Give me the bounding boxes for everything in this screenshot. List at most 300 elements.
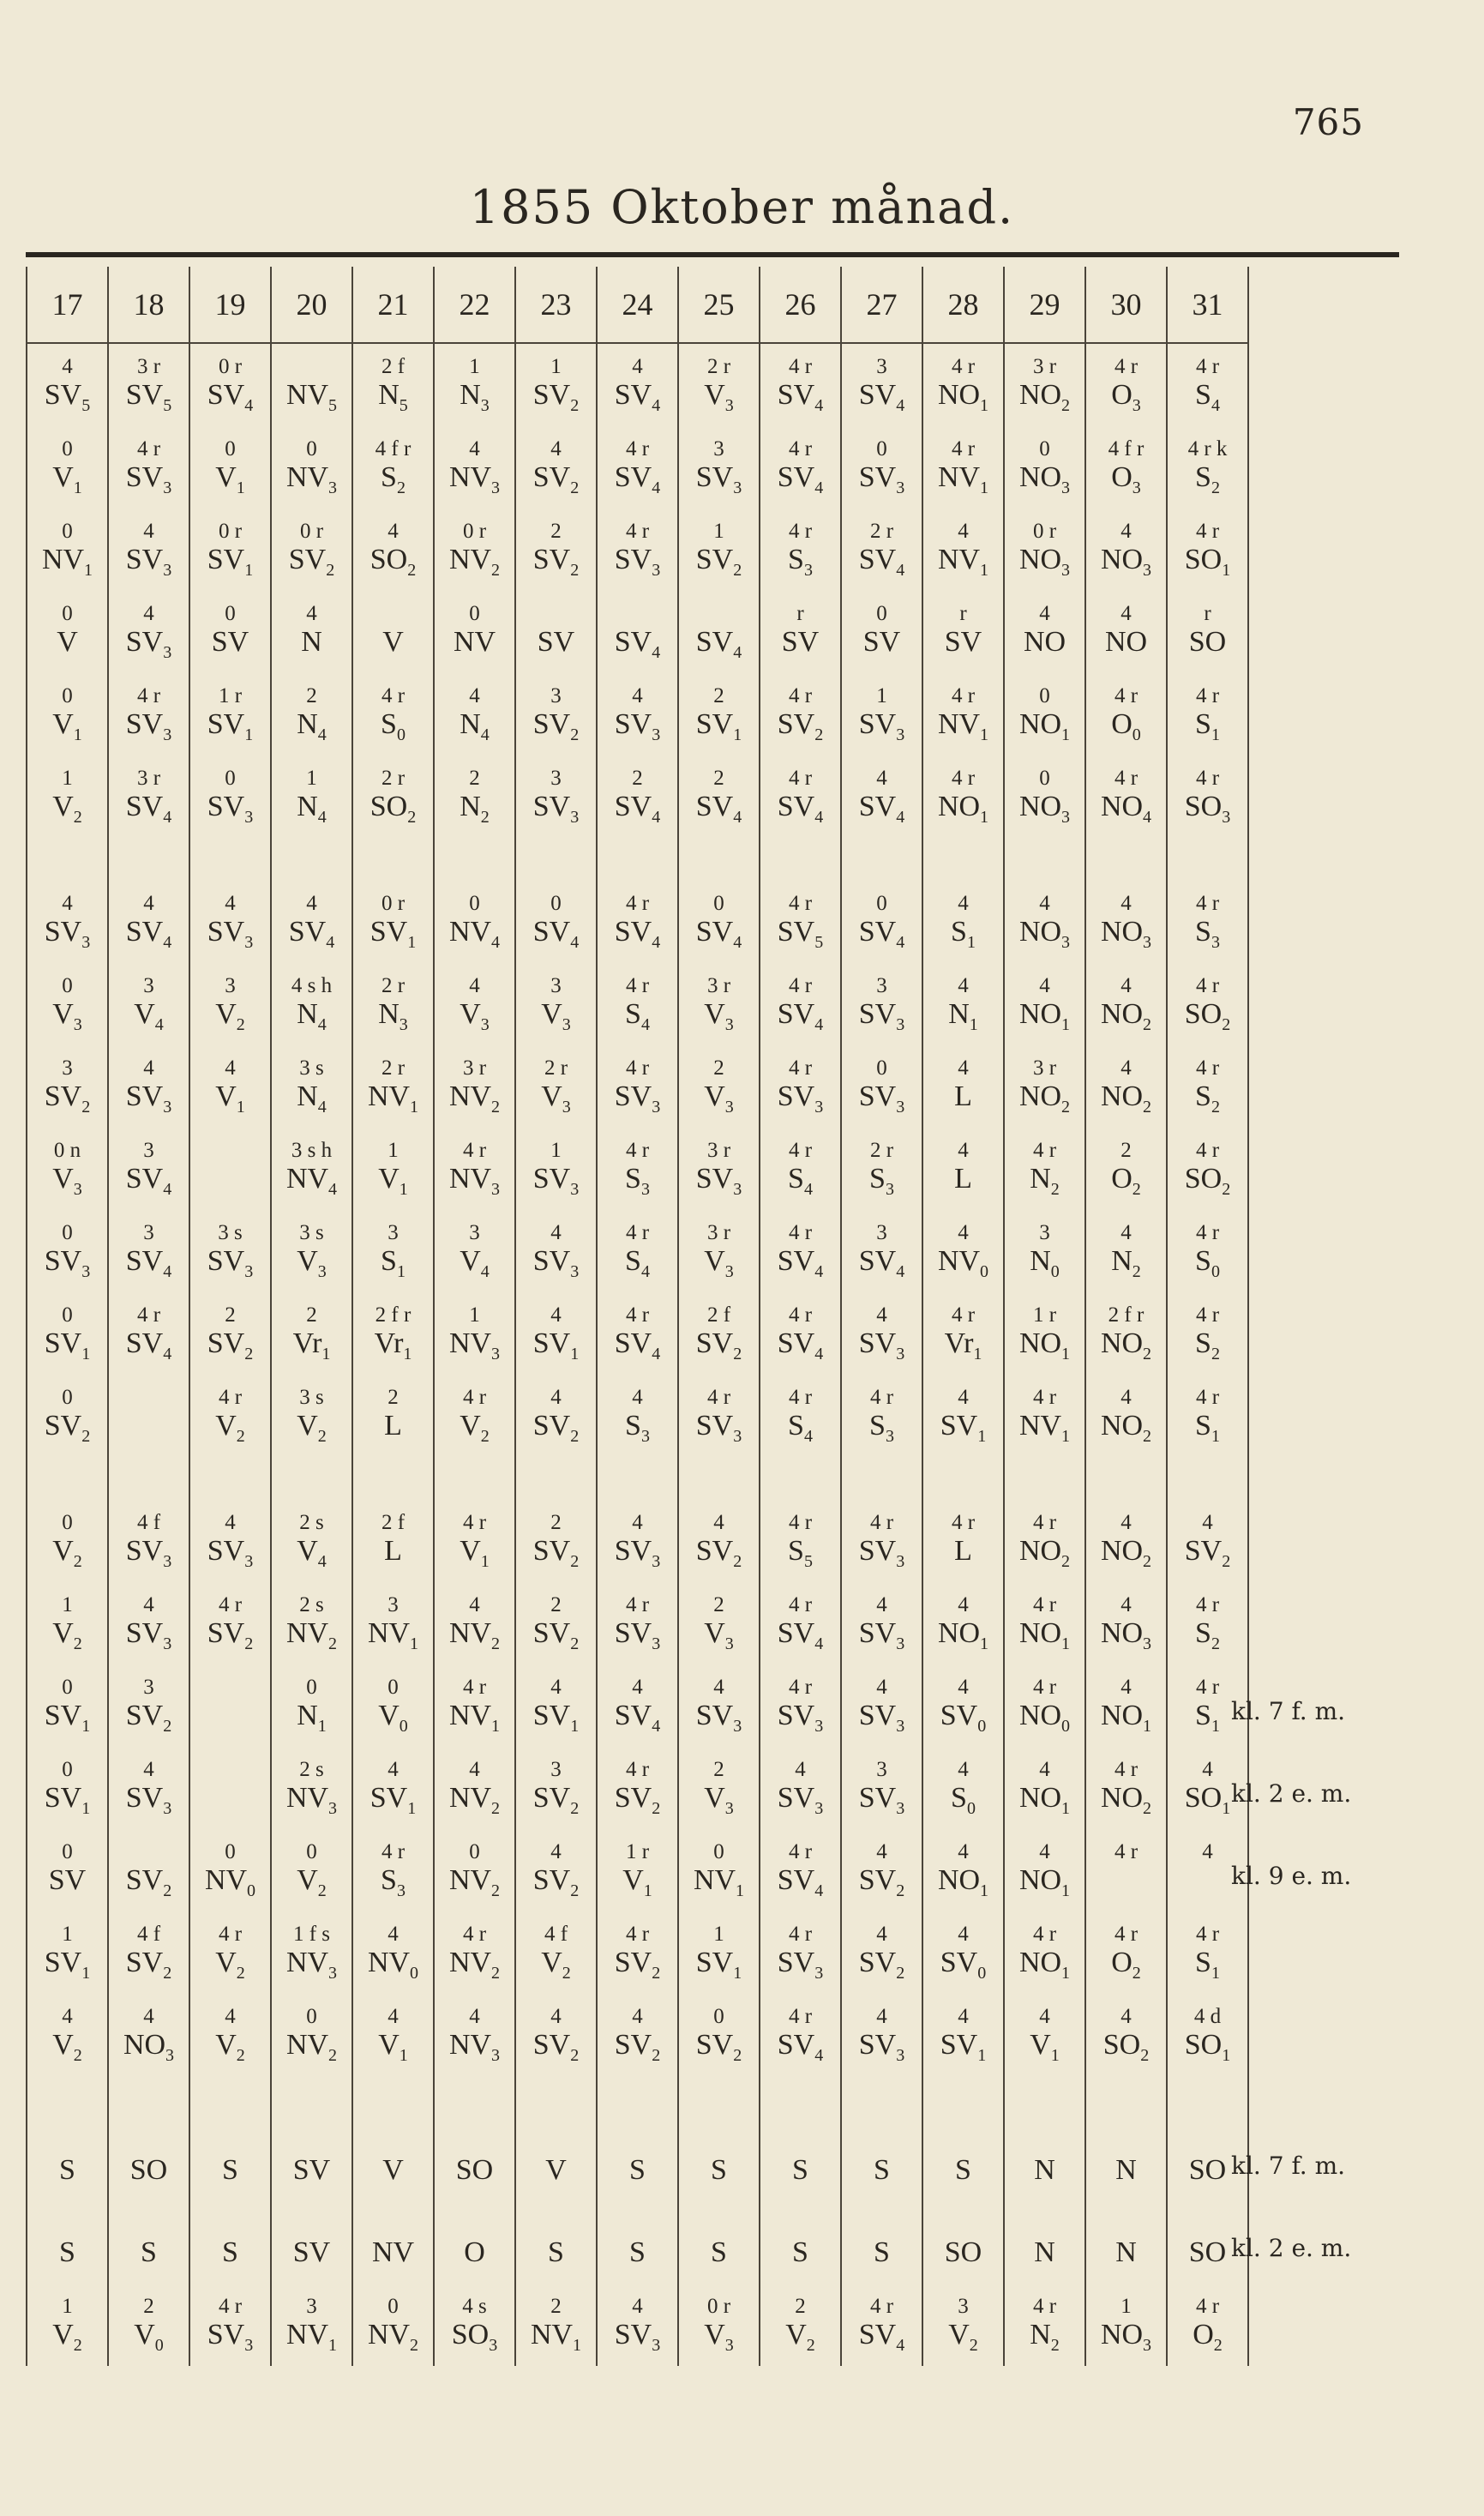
observation-cell [760,2284,841,2366]
observation-cell [1167,881,1248,963]
wind-value: $NV_3$ [448,2029,501,2065]
observation-cell [434,343,515,426]
cloud-value: 4 r [788,684,813,707]
cloud-value: 4 r [951,437,976,460]
cloud-value: 4 [958,1221,969,1244]
wind-value: $SV_3$ [858,2029,905,2065]
wind-value: $NO_3$ [123,2029,175,2065]
wind-value: $NV_2$ [285,1617,338,1653]
observation-cell [1085,1664,1167,1747]
wind-value: $SV_2$ [614,1782,661,1818]
observation-cell [1167,963,1248,1045]
observation-cell [922,1829,1004,1911]
observation-cell [922,1994,1004,2076]
wind-value: $SV_0$ [940,1947,987,1983]
cloud-value: 4 r [625,1758,650,1781]
cloud-value: 2 f [706,1303,731,1327]
wind-value: $SV_2$ [614,1947,661,1983]
wind-value: N [1034,2236,1055,2268]
wind-value: N [1115,2236,1137,2268]
wind-value [190,1781,270,1829]
wind-value: $SV_2$ [532,544,580,580]
observation-cell [1085,2284,1167,2366]
wind-value: S [955,2154,971,2186]
wind-value: $S_5$ [788,1535,813,1571]
cloud-value: 3 [550,767,562,790]
observation-cell [108,963,189,1045]
cloud-value: 4 r [1114,767,1139,790]
cloud-value: 4 r [1195,892,1220,915]
cloud-value: 1 [469,1303,480,1327]
wind-value: $S_1$ [1195,708,1220,744]
observation-cell [597,1664,678,1747]
observation-cell [271,881,352,963]
wind-value: $NO_1$ [1018,1947,1071,1983]
gap-cell [597,2076,678,2119]
observation-cell [434,426,515,509]
wind-value: SV [537,626,575,658]
cloud-value: 0 [62,1303,73,1327]
cloud-value: 4 [388,2005,399,2028]
gap-cell [1167,2076,1248,2119]
cloud-value: 4 [958,1056,969,1080]
cloud-value: 3 [713,437,724,460]
observation-cell [841,1829,922,1911]
wind-value: $S_3$ [869,1163,894,1199]
table-row [27,1747,1248,1829]
gap-cell [271,2076,352,2119]
cloud-value: 3 [876,1758,887,1781]
wind-value: $SV_1$ [532,1700,580,1736]
cloud-value: 4 [469,684,480,707]
cloud-value [760,2201,840,2236]
cloud-value: 4 r [869,1511,894,1534]
wind-value: $NO_1$ [1018,708,1071,744]
wind-value: SV [48,1864,87,1896]
observation-cell [271,1375,352,1457]
cloud-value: 4 [1121,1056,1132,1080]
wind-value: $SO_2$ [1102,2029,1150,2065]
wind-value: $NO_3$ [1100,544,1152,580]
wind-value: $NO_3$ [1018,544,1071,580]
observation-cell [841,1375,922,1457]
wind-value: $SV_0$ [940,1700,987,1736]
wind-value: $SV_3$ [125,1080,172,1117]
table-row [27,1500,1248,1582]
observation-cell [434,1045,515,1128]
wind-value: $NO_2$ [1100,1080,1152,1117]
observation-cell [352,591,434,673]
observation-cell [108,2284,189,2366]
wind-value: SO [1188,2236,1227,2268]
wind-value: $SV_5$ [777,916,824,952]
observation-cell [1085,343,1167,426]
cloud-value: 2 [550,520,562,543]
cloud-value: 4 r [788,1676,813,1699]
wind-value: N [1034,2154,1055,2186]
cloud-value: 2 [550,1511,562,1534]
observation-cell [189,881,271,963]
cloud-value: 4 [876,2005,887,2028]
cloud-value: 4 r [951,1303,976,1327]
wind-value: $SV_3$ [858,1700,905,1736]
observation-cell [1085,1829,1167,1911]
wind-value: $NV_5$ [285,379,338,415]
table-row [27,1582,1248,1664]
cloud-value: 1 [876,684,887,707]
wind-value: $SV_2$ [858,1947,905,1983]
wind-value: $SV_3$ [777,1080,824,1117]
cloud-value: 4 [958,2005,969,2028]
wind-value: $NO_2$ [1018,379,1071,415]
observation-cell [515,1911,597,1994]
observation-cell [27,591,108,673]
cloud-value [109,1829,189,1863]
observation-cell [841,1500,922,1582]
observation-cell [352,2284,434,2366]
cloud-value: 0 [1039,767,1050,790]
observation-cell [27,1500,108,1582]
observation-cell [597,2119,678,2201]
observation-cell [434,1582,515,1664]
cloud-value: 4 [958,1386,969,1409]
observation-cell [27,673,108,755]
wind-value: SV [944,626,982,658]
observation-cell [597,881,678,963]
wind-value: $V_4$ [134,998,164,1034]
observation-cell [841,881,922,963]
cloud-value [353,2119,433,2153]
cloud-value: 4 r [788,1221,813,1244]
cloud-value [190,2119,270,2153]
observation-cell [352,509,434,591]
wind-value: $SV_4$ [614,626,661,662]
observation-cell [27,1582,108,1664]
wind-value: $V_1$ [52,461,82,497]
wind-value: S [222,2154,238,2186]
wind-value: $SV_3$ [695,1163,742,1199]
cloud-value: 4 r [869,2295,894,2318]
observation-cell [189,2284,271,2366]
wind-value: $S_1$ [951,916,976,952]
cloud-value: 0 [876,437,887,460]
cloud-value: 4 [306,602,317,625]
cloud-value: 0 [306,1840,317,1863]
cloud-value [516,2119,596,2153]
observation-cell [922,2119,1004,2201]
cloud-value: 4 r [625,1056,650,1080]
wind-value: $NO_1$ [1018,1782,1071,1818]
wind-value: $SV_3$ [125,1535,172,1571]
cloud-value: 0 [62,1386,73,1409]
gap-cell [434,1457,515,1500]
cloud-value: 3 [143,1221,154,1244]
observation-cell [271,1582,352,1664]
cloud-value: 2 [143,2295,154,2318]
observation-cell [189,1210,271,1292]
group-gap [27,2076,1248,2119]
cloud-value: 0 [62,974,73,997]
cloud-value [353,2201,433,2236]
observation-cell [922,673,1004,755]
observation-cell [1004,673,1085,755]
observation-cell [1167,1582,1248,1664]
wind-value: $SV_5$ [125,379,172,415]
cloud-value [842,2119,922,2153]
gap-cell [1085,838,1167,881]
gap-cell [108,1457,189,1500]
wind-value: $NO_1$ [937,1617,989,1653]
cloud-value: 3 s h [291,1139,333,1162]
gap-cell [27,838,108,881]
cloud-value: 0 [469,1840,480,1863]
wind-value: $SV_1$ [369,916,417,952]
cloud-value [1168,2201,1247,2236]
cloud-value: 2 r [706,355,731,378]
wind-value: $NO_2$ [1100,998,1152,1034]
wind-value: $SO_1$ [1184,1782,1231,1818]
cloud-value: 2 f r [1108,1303,1145,1327]
wind-value: $SV_4$ [858,2319,905,2355]
cloud-value: 1 [550,355,562,378]
page-title: 1855 Oktober månad. [469,180,1015,234]
cloud-value: 3 r [706,974,731,997]
observation-cell [1004,2201,1085,2284]
wind-value: $V_2$ [948,2319,978,2355]
observation-cell [841,426,922,509]
observation-cell [352,1582,434,1664]
gap-cell [189,838,271,881]
cloud-value: 4 r [1195,520,1220,543]
wind-value: $SV_3$ [532,1163,580,1199]
wind-value: $SV_4$ [777,1617,824,1653]
observation-cell [841,1292,922,1375]
wind-value: L [954,1163,972,1195]
wind-value: $V_2$ [52,1617,82,1653]
wind-value: $SV_4$ [858,791,905,827]
cloud-value: 4 [876,1676,887,1699]
wind-value: $SV_3$ [614,1080,661,1117]
cloud-value: 4 [550,1303,562,1327]
cloud-value: 4 r [788,1923,813,1946]
table-row [27,1210,1248,1292]
cloud-value: 2 [713,1056,724,1080]
observation-cell [27,1747,108,1829]
day-header: 26 [760,267,841,343]
observation-cell [678,2201,760,2284]
cloud-value: 1 [713,1923,724,1946]
wind-value: $NV_1$ [448,1700,501,1736]
cloud-value: 2 r [381,1056,406,1080]
observation-cell [1085,591,1167,673]
observation-cell [841,1045,922,1128]
observation-cell [27,2284,108,2366]
cloud-value: 4 r [1195,767,1220,790]
wind-value: $SV_4$ [858,544,905,580]
cloud-value: 4 [62,2005,73,2028]
time-note: kl. 7 f. m. [1231,2152,1346,2180]
observation-cell [27,1128,108,1210]
cloud-value: 4 r [218,1386,243,1409]
cloud-value: 4 r [1195,1139,1220,1162]
cloud-value: 3 s [299,1221,324,1244]
cloud-value: 0 [62,684,73,707]
observation-cell [841,1994,922,2076]
cloud-value [109,2119,189,2153]
observation-cell [515,1128,597,1210]
wind-value: V [545,2154,567,2186]
cloud-value: 4 [1121,1386,1132,1409]
observation-cell [434,1994,515,2076]
table-row [27,755,1248,838]
gap-cell [515,1457,597,1500]
wind-value: $S_0$ [951,1782,976,1818]
cloud-value [435,2119,514,2153]
observation-cell [1167,2284,1248,2366]
cloud-value: 4 r [625,437,650,460]
cloud-value: 2 r [544,1056,568,1080]
cloud-value: 4 r [788,1056,813,1080]
observation-cell [760,1045,841,1128]
cloud-value: 3 [550,974,562,997]
wind-value: $SV_3$ [777,1782,824,1818]
observation-cell [678,1128,760,1210]
day-header: 18 [108,267,189,343]
wind-value: $SV_2$ [695,1327,742,1363]
cloud-value: 0 [225,1840,236,1863]
observation-cell [841,2119,922,2201]
cloud-value: 4 [388,1923,399,1946]
cloud-value [27,2119,107,2153]
cloud-value: 4 [388,520,399,543]
observation-cell [1004,509,1085,591]
cloud-value: 4 r [788,974,813,997]
wind-value: $S_1$ [1195,1947,1220,1983]
cloud-value: 1 [469,355,480,378]
cloud-value: 4 [550,1221,562,1244]
cloud-value: 4 [1121,1221,1132,1244]
observation-cell [1004,1375,1085,1457]
wind-value: SV [292,2154,331,2186]
cloud-value: 2 f [381,355,406,378]
cloud-value: 3 r [136,355,161,378]
cloud-value: 4 r [788,1593,813,1616]
observation-cell [352,1747,434,1829]
observation-cell [434,1664,515,1747]
wind-value: $S_3$ [625,1163,650,1199]
observation-cell [841,1747,922,1829]
cloud-value: 4 [388,1758,399,1781]
cloud-value: 4 [1039,2005,1050,2028]
cloud-value: 4 [225,892,236,915]
wind-value: $SV_4$ [777,379,824,415]
day-header: 21 [352,267,434,343]
observation-cell [1004,881,1085,963]
wind-value: $V_0$ [378,1700,408,1736]
observation-cell [352,1911,434,1994]
wind-value: $SO_2$ [369,791,417,827]
cloud-value: 0 [876,892,887,915]
wind-value [109,1409,189,1457]
observation-cell [1167,1500,1248,1582]
gap-cell [27,2076,108,2119]
cloud-value: 2 [713,1758,724,1781]
observation-cell [1085,963,1167,1045]
observation-cell [1004,963,1085,1045]
cloud-value: 4 r [1114,1840,1139,1863]
observation-cell [678,1045,760,1128]
gap-cell [678,838,760,881]
cloud-value: 3 [62,1056,73,1080]
wind-value: $SV_4$ [858,916,905,952]
wind-value: $SV_4$ [695,916,742,952]
cloud-value: 4 [958,520,969,543]
cloud-value: 1 f s [292,1923,331,1946]
wind-value: SV [292,2236,331,2268]
observation-cell [922,426,1004,509]
wind-value: $SV_4$ [288,916,335,952]
observation-cell [271,426,352,509]
observation-cell [352,343,434,426]
cloud-value: 4 r [788,2005,813,2028]
wind-value: $SV_2$ [532,379,580,415]
observation-cell [1167,1911,1248,1994]
cloud-value: 4 r [951,355,976,378]
wind-value: $SV_4$ [695,791,742,827]
observation-cell [841,1210,922,1292]
wind-value: $NV_1$ [285,2319,338,2355]
wind-value: $V_3$ [704,2319,734,2355]
cloud-value: 0 r [381,892,406,915]
observation-cell [271,509,352,591]
observation-cell [597,1210,678,1292]
wind-value: SV [862,626,901,658]
table-row [27,673,1248,755]
wind-value: $NV_3$ [448,1327,501,1363]
observation-cell [108,1375,189,1457]
wind-value: $S_3$ [625,1410,650,1446]
wind-value: $V_2$ [215,1947,245,1983]
observation-cell [1085,1045,1167,1128]
cloud-value [679,2201,759,2236]
cloud-value: 4 [143,602,154,625]
table-row [27,426,1248,509]
wind-value: $O_2$ [1111,1947,1141,1983]
cloud-value: 4 r [462,1511,487,1534]
observation-cell [1167,1210,1248,1292]
observation-cell [922,1292,1004,1375]
observation-cell [108,1128,189,1210]
wind-value: S [59,2236,75,2268]
wind-value: $S_4$ [625,998,650,1034]
observation-cell [922,1747,1004,1829]
wind-value: $SV_4$ [614,916,661,952]
observation-cell [352,2201,434,2284]
cloud-value: 2 r [381,767,406,790]
wind-value: S [711,2236,727,2268]
cloud-value: 4 r [788,355,813,378]
observation-cell [352,1500,434,1582]
observation-cell [189,1747,271,1829]
wind-value: $SV_4$ [777,2029,824,2065]
wind-value: $NO_3$ [1100,2319,1152,2355]
wind-value: $SV_1$ [695,708,742,744]
observation-cell [189,1375,271,1457]
wind-value: $SV_1$ [44,1782,91,1818]
wind-value: $Vr_1$ [292,1327,331,1363]
wind-value: $V_1$ [215,1080,245,1117]
observation-cell [678,1292,760,1375]
